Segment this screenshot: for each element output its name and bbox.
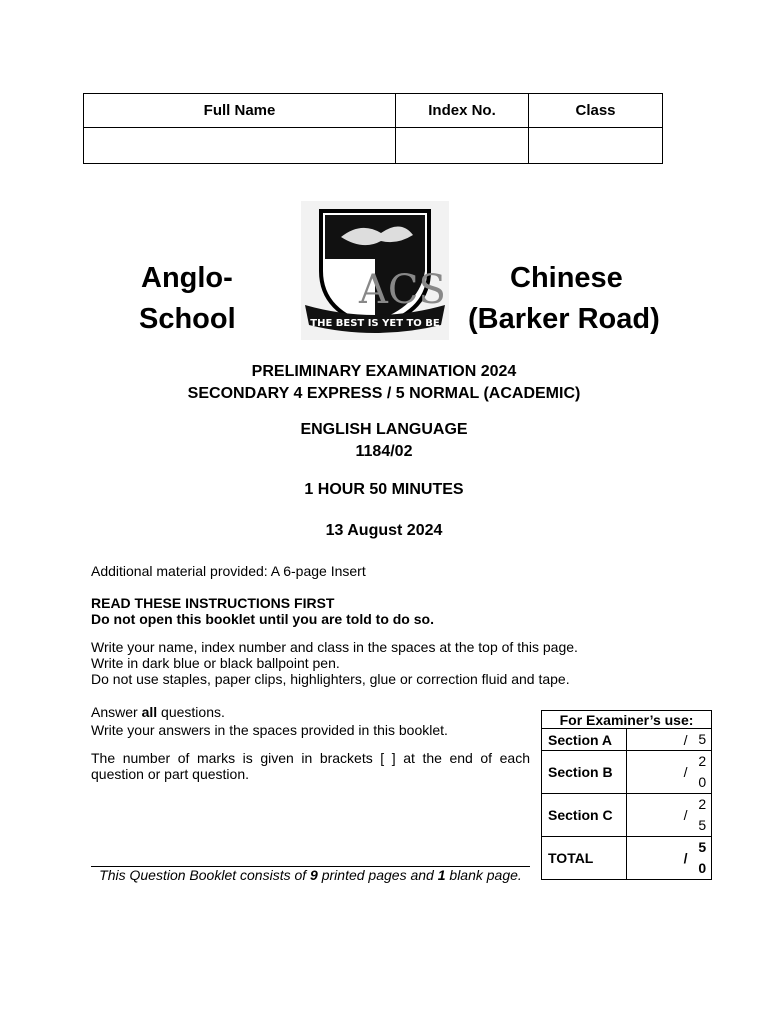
svg-text:ACS: ACS: [359, 267, 446, 313]
section-b-total: 2 0: [694, 751, 712, 794]
section-c-label: Section C: [542, 794, 627, 837]
section-a-label: Section A: [542, 729, 627, 751]
school-name-anglo: Anglo-: [141, 262, 233, 294]
full-name-field[interactable]: [84, 128, 396, 164]
school-name-school: School: [139, 303, 236, 335]
full-name-header: Full Name: [84, 94, 396, 128]
index-no-field[interactable]: [396, 128, 529, 164]
section-b-label: Section B: [542, 751, 627, 794]
school-crest-logo: [301, 201, 449, 340]
class-header: Class: [529, 94, 663, 128]
additional-material: Additional material provided: A 6-page Insert: [91, 563, 366, 579]
section-c-slash: /: [627, 794, 694, 837]
section-b-slash: /: [627, 751, 694, 794]
school-name-barker-road: (Barker Road): [468, 303, 660, 335]
grand-total: 5 0: [694, 837, 712, 880]
instruction-line: Do not use staples, paper clips, highlighters, glue or correction fluid and tape.: [91, 671, 570, 687]
total-slash: /: [627, 837, 694, 880]
class-field[interactable]: [529, 128, 663, 164]
section-a-total: 5: [694, 729, 712, 751]
exam-level: SECONDARY 4 EXPRESS / 5 NORMAL (ACADEMIC): [187, 385, 581, 402]
marks-instruction: The number of marks is given in brackets [ ] at the end of each question or part question.: [91, 750, 530, 782]
instruction-line: Write your name, index number and class in the spaces at the top of this page.: [91, 639, 578, 655]
subject-code: 1184/02: [355, 443, 413, 460]
subject-name: ENGLISH LANGUAGE: [300, 421, 468, 438]
examiner-table-title: For Examiner’s use:: [542, 711, 712, 729]
school-name-chinese: Chinese: [510, 262, 623, 294]
examiner-use-table: [541, 710, 712, 880]
svg-text:THE BEST IS YET TO BE: THE BEST IS YET TO BE: [310, 318, 440, 329]
section-c-total: 2 5: [694, 794, 712, 837]
answer-all-instruction: Answer all questions.: [91, 704, 225, 720]
section-a-slash: /: [627, 729, 694, 751]
read-instructions-heading: READ THESE INSTRUCTIONS FIRST: [91, 595, 335, 611]
total-label: TOTAL: [542, 837, 627, 880]
instruction-line: Write in dark blue or black ballpoint pen.: [91, 655, 340, 671]
student-details-table: [83, 93, 663, 164]
index-no-header: Index No.: [396, 94, 529, 128]
exam-duration: 1 HOUR 50 MINUTES: [304, 481, 464, 498]
booklet-page-count: This Question Booklet consists of 9 printed pages and 1 blank page.: [99, 867, 522, 883]
exam-title: PRELIMINARY EXAMINATION 2024: [251, 363, 517, 380]
do-not-open-notice: Do not open this booklet until you are told to do so.: [91, 611, 434, 627]
write-answers-instruction: Write your answers in the spaces provided in this booklet.: [91, 722, 448, 738]
exam-date: 13 August 2024: [325, 522, 443, 539]
